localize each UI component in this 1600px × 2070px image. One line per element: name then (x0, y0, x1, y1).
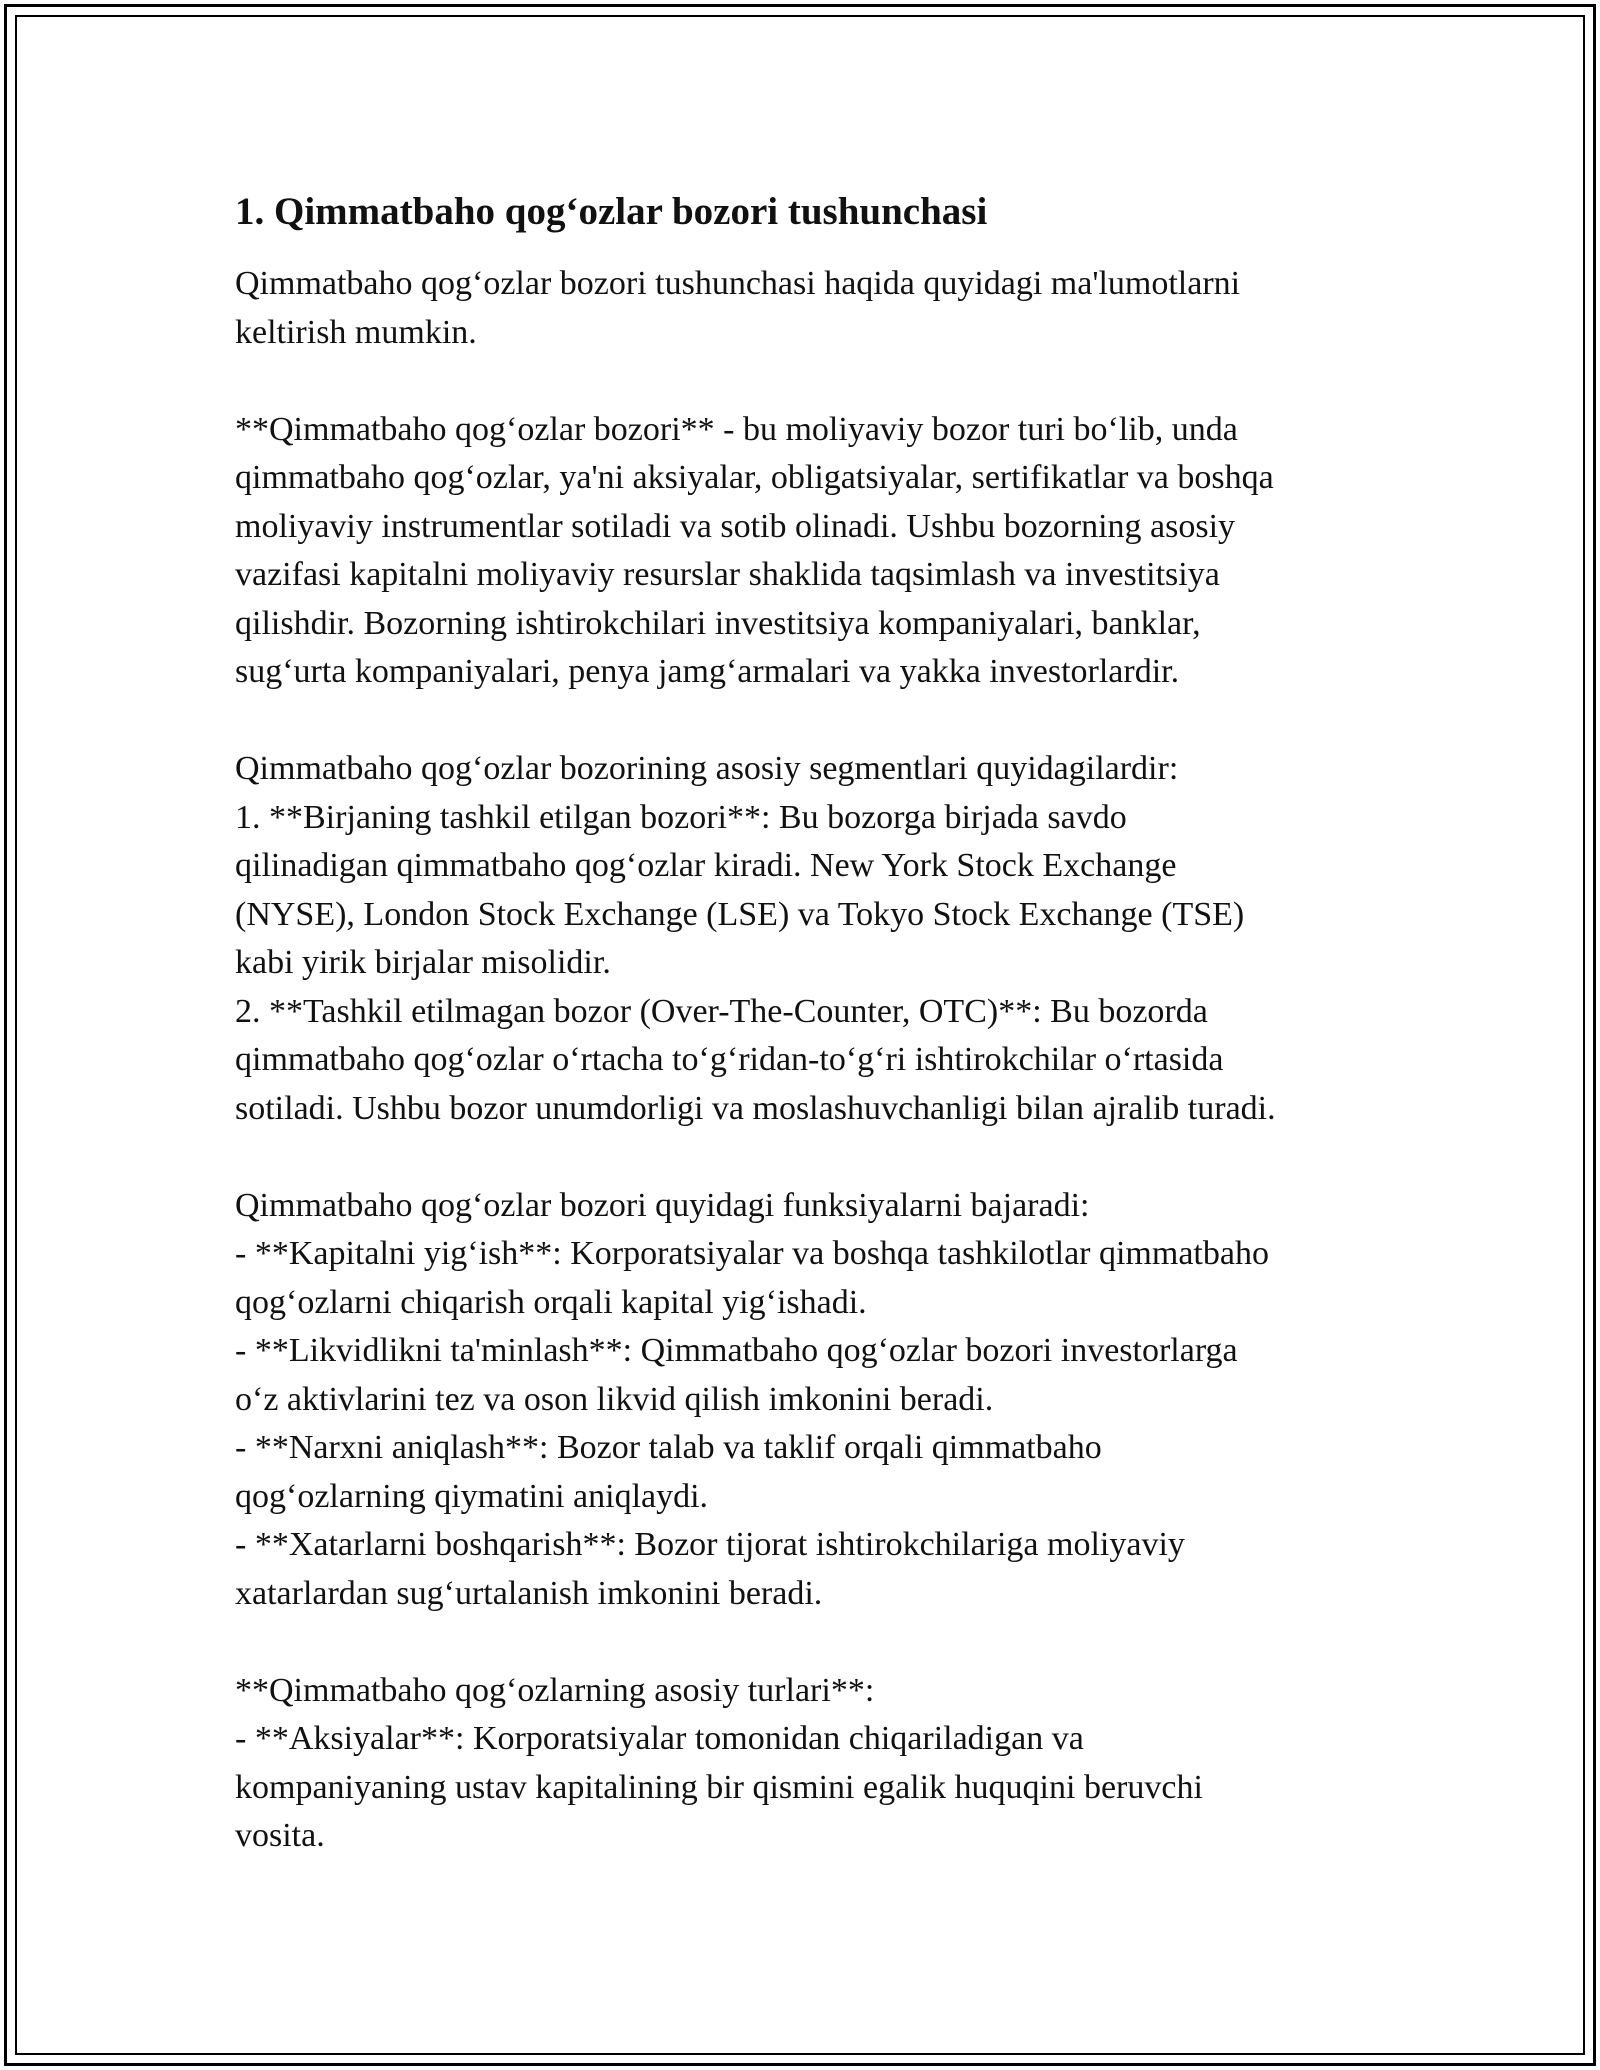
paragraph-spacer (235, 697, 1400, 746)
section-heading: 1. Qimmatbaho qog‘ozlar bozori tushunchasi (235, 190, 988, 233)
paragraph-spacer (235, 1133, 1400, 1182)
segments-paragraph: Qimmatbaho qog‘ozlar bozorining asosiy segmentlari quyidagilardir: 1. **Birjaning tashkil etilgan bozori**: Bu bozorga birjada savdo qilinadigan qimmatbaho qog‘ozlar kiradi. New York Stock Exchange (NYSE), London Stock Exchange (LSE) va Tokyo Stock Exchange (TSE) kabi yirik birjalar misolidir. 2. **Tashkil etilmagan bozor (Over-The-Counter, OTC)**: Bu bozorda qimmatbaho qog‘ozlar o‘rtacha to‘g‘ridan-to‘g‘ri ishtirokchilar o‘rtasida sotiladi. Ushbu bozor unumdorligi va moslashuvchanligi bilan ajralib turadi. (235, 750, 1276, 1127)
functions-paragraph: Qimmatbaho qog‘ozlar bozori quyidagi funksiyalarni bajaradi: - **Kapitalni yig‘ish**: Korporatsiyalar va boshqa tashkilotlar qimmatbaho qog‘ozlarni chiqarish orqali kapital yig‘ishadi. - **Likvidlikni ta'minlash**: Qimmatbaho qog‘ozlar bozori investorlarga o‘z aktivlarini tez va oson likvid qilish imkonini beradi. - **Narxni aniqlash**: Bozor talab va taklif orqali qimmatbaho qog‘ozlarning qiymatini aniqlaydi. - **Xatarlarni boshqarish**: Bozor tijorat ishtirokchilariga moliyaviy xatarlardan sug‘urtalanish imkonini beradi. (235, 1186, 1269, 1612)
document-body (235, 186, 1400, 1861)
paragraph-spacer (235, 357, 1400, 406)
intro-paragraph: Qimmatbaho qog‘ozlar bozori tushunchasi haqida quyidagi ma'lumotlarni keltirish mumkin. (235, 265, 1241, 351)
paragraph-spacer (235, 1618, 1400, 1667)
definition-paragraph: **Qimmatbaho qog‘ozlar bozori** - bu moliyaviy bozor turi bo‘lib, unda qimmatbaho qog‘ozlar, ya'ni aksiyalar, obligatsiyalar, sertifikatlar va boshqa moliyaviy instrumentlar sotiladi va sotib olinadi. Ushbu bozorning asosiy vazifasi kapitalni moliyaviy resurslar shaklida taqsimlash va investitsiya qilishdir. Bozorning ishtirokchilari investitsiya kompaniyalari, banklar, sug‘urta kompaniyalari, penya jamg‘armalari va yakka investorlardir. (235, 410, 1274, 690)
types-paragraph: **Qimmatbaho qog‘ozlarning asosiy turlari**: - **Aksiyalar**: Korporatsiyalar tomonidan chiqariladigan va kompaniyaning ustav kapitalining bir qismini egalik huquqini beruvchi vosita. (235, 1671, 1203, 1854)
